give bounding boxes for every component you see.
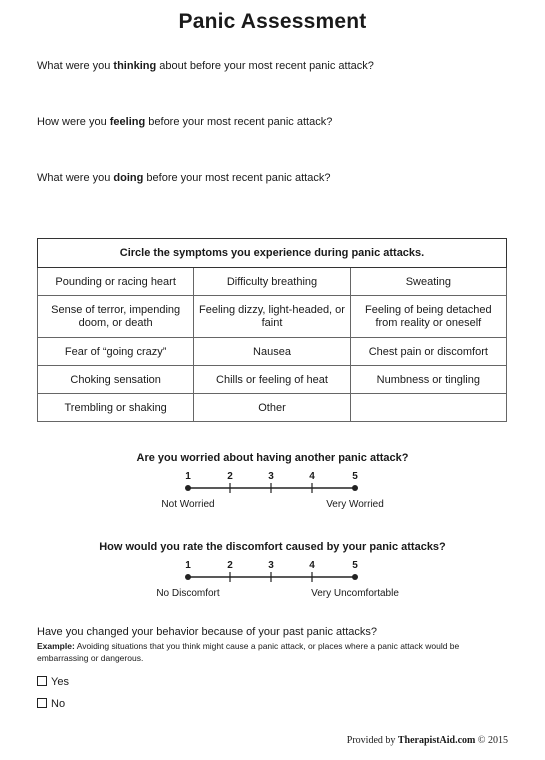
- no-label: No: [51, 698, 66, 710]
- symptom-cell[interactable]: Nausea: [194, 338, 350, 366]
- symptoms-header: Circle the symptoms you experience during panic attacks.: [38, 239, 507, 268]
- scale-number[interactable]: 1: [185, 560, 191, 571]
- symptom-cell[interactable]: Chest pain or discomfort: [350, 338, 506, 366]
- scale-number[interactable]: 2: [227, 471, 233, 482]
- yes-checkbox[interactable]: [37, 676, 69, 688]
- page-title: Panic Assessment: [178, 10, 367, 33]
- symptom-cell[interactable]: Fear of “going crazy”: [38, 338, 194, 366]
- behavior-question: Have you changed your behavior because of your past panic attacks?: [37, 626, 377, 638]
- scale-low-label: Not Worried: [161, 499, 215, 510]
- symptom-cell[interactable]: Chills or feeling of heat: [194, 366, 350, 394]
- symptom-cell[interactable]: Sweating: [350, 268, 506, 296]
- symptom-cell-empty[interactable]: [350, 394, 506, 422]
- scale-number[interactable]: 5: [352, 560, 358, 571]
- symptom-cell[interactable]: Trembling or shaking: [38, 394, 194, 422]
- scale-number[interactable]: 2: [227, 560, 233, 571]
- symptom-cell[interactable]: Difficulty breathing: [194, 268, 350, 296]
- scale-high-label: Very Worried: [326, 499, 384, 510]
- symptom-cell[interactable]: Numbness or tingling: [350, 366, 506, 394]
- scale-number[interactable]: 3: [268, 560, 274, 571]
- symptom-cell[interactable]: Choking sensation: [38, 366, 194, 394]
- scale-number[interactable]: 3: [268, 471, 274, 482]
- scale-low-label: No Discomfort: [156, 588, 220, 599]
- question-thinking: What were you thinking about before your most recent panic attack?: [37, 60, 374, 72]
- worry-scale-question: Are you worried about having another panic attack?: [136, 452, 409, 464]
- scale-number[interactable]: 5: [352, 471, 358, 482]
- symptoms-table: [37, 238, 507, 422]
- symptom-cell[interactable]: Feeling of being detached from reality or oneself: [350, 296, 506, 338]
- symptom-cell[interactable]: Sense of terror, impending doom, or death: [38, 296, 194, 338]
- discomfort-scale[interactable]: [150, 560, 399, 610]
- scale-high-label: Very Uncomfortable: [311, 588, 399, 599]
- discomfort-scale-question: How would you rate the discomfort caused by your panic attacks?: [99, 541, 446, 553]
- behavior-example: Example: Avoiding situations that you think might cause a panic attack, or places where a panic attack would be embarrassing or dangerous.: [37, 641, 460, 663]
- scale-number[interactable]: 4: [309, 560, 315, 571]
- scale-number[interactable]: 1: [185, 471, 191, 482]
- yes-label: Yes: [51, 676, 69, 688]
- brand-link[interactable]: TherapistAid.com: [397, 735, 476, 746]
- no-checkbox[interactable]: [37, 698, 65, 710]
- worry-scale[interactable]: [150, 471, 395, 521]
- footer-credit: Provided by TherapistAid.com © 2015: [346, 735, 508, 746]
- symptom-cell[interactable]: Pounding or racing heart: [38, 268, 194, 296]
- checkbox-icon[interactable]: [37, 698, 47, 708]
- question-doing: What were you doing before your most recent panic attack?: [37, 172, 331, 184]
- question-feeling: How were you feeling before your most recent panic attack?: [37, 116, 333, 128]
- scale-number[interactable]: 4: [309, 471, 315, 482]
- symptom-cell[interactable]: Feeling dizzy, light-headed, or faint: [194, 296, 350, 338]
- checkbox-icon[interactable]: [37, 676, 47, 686]
- symptom-cell[interactable]: Other: [194, 394, 350, 422]
